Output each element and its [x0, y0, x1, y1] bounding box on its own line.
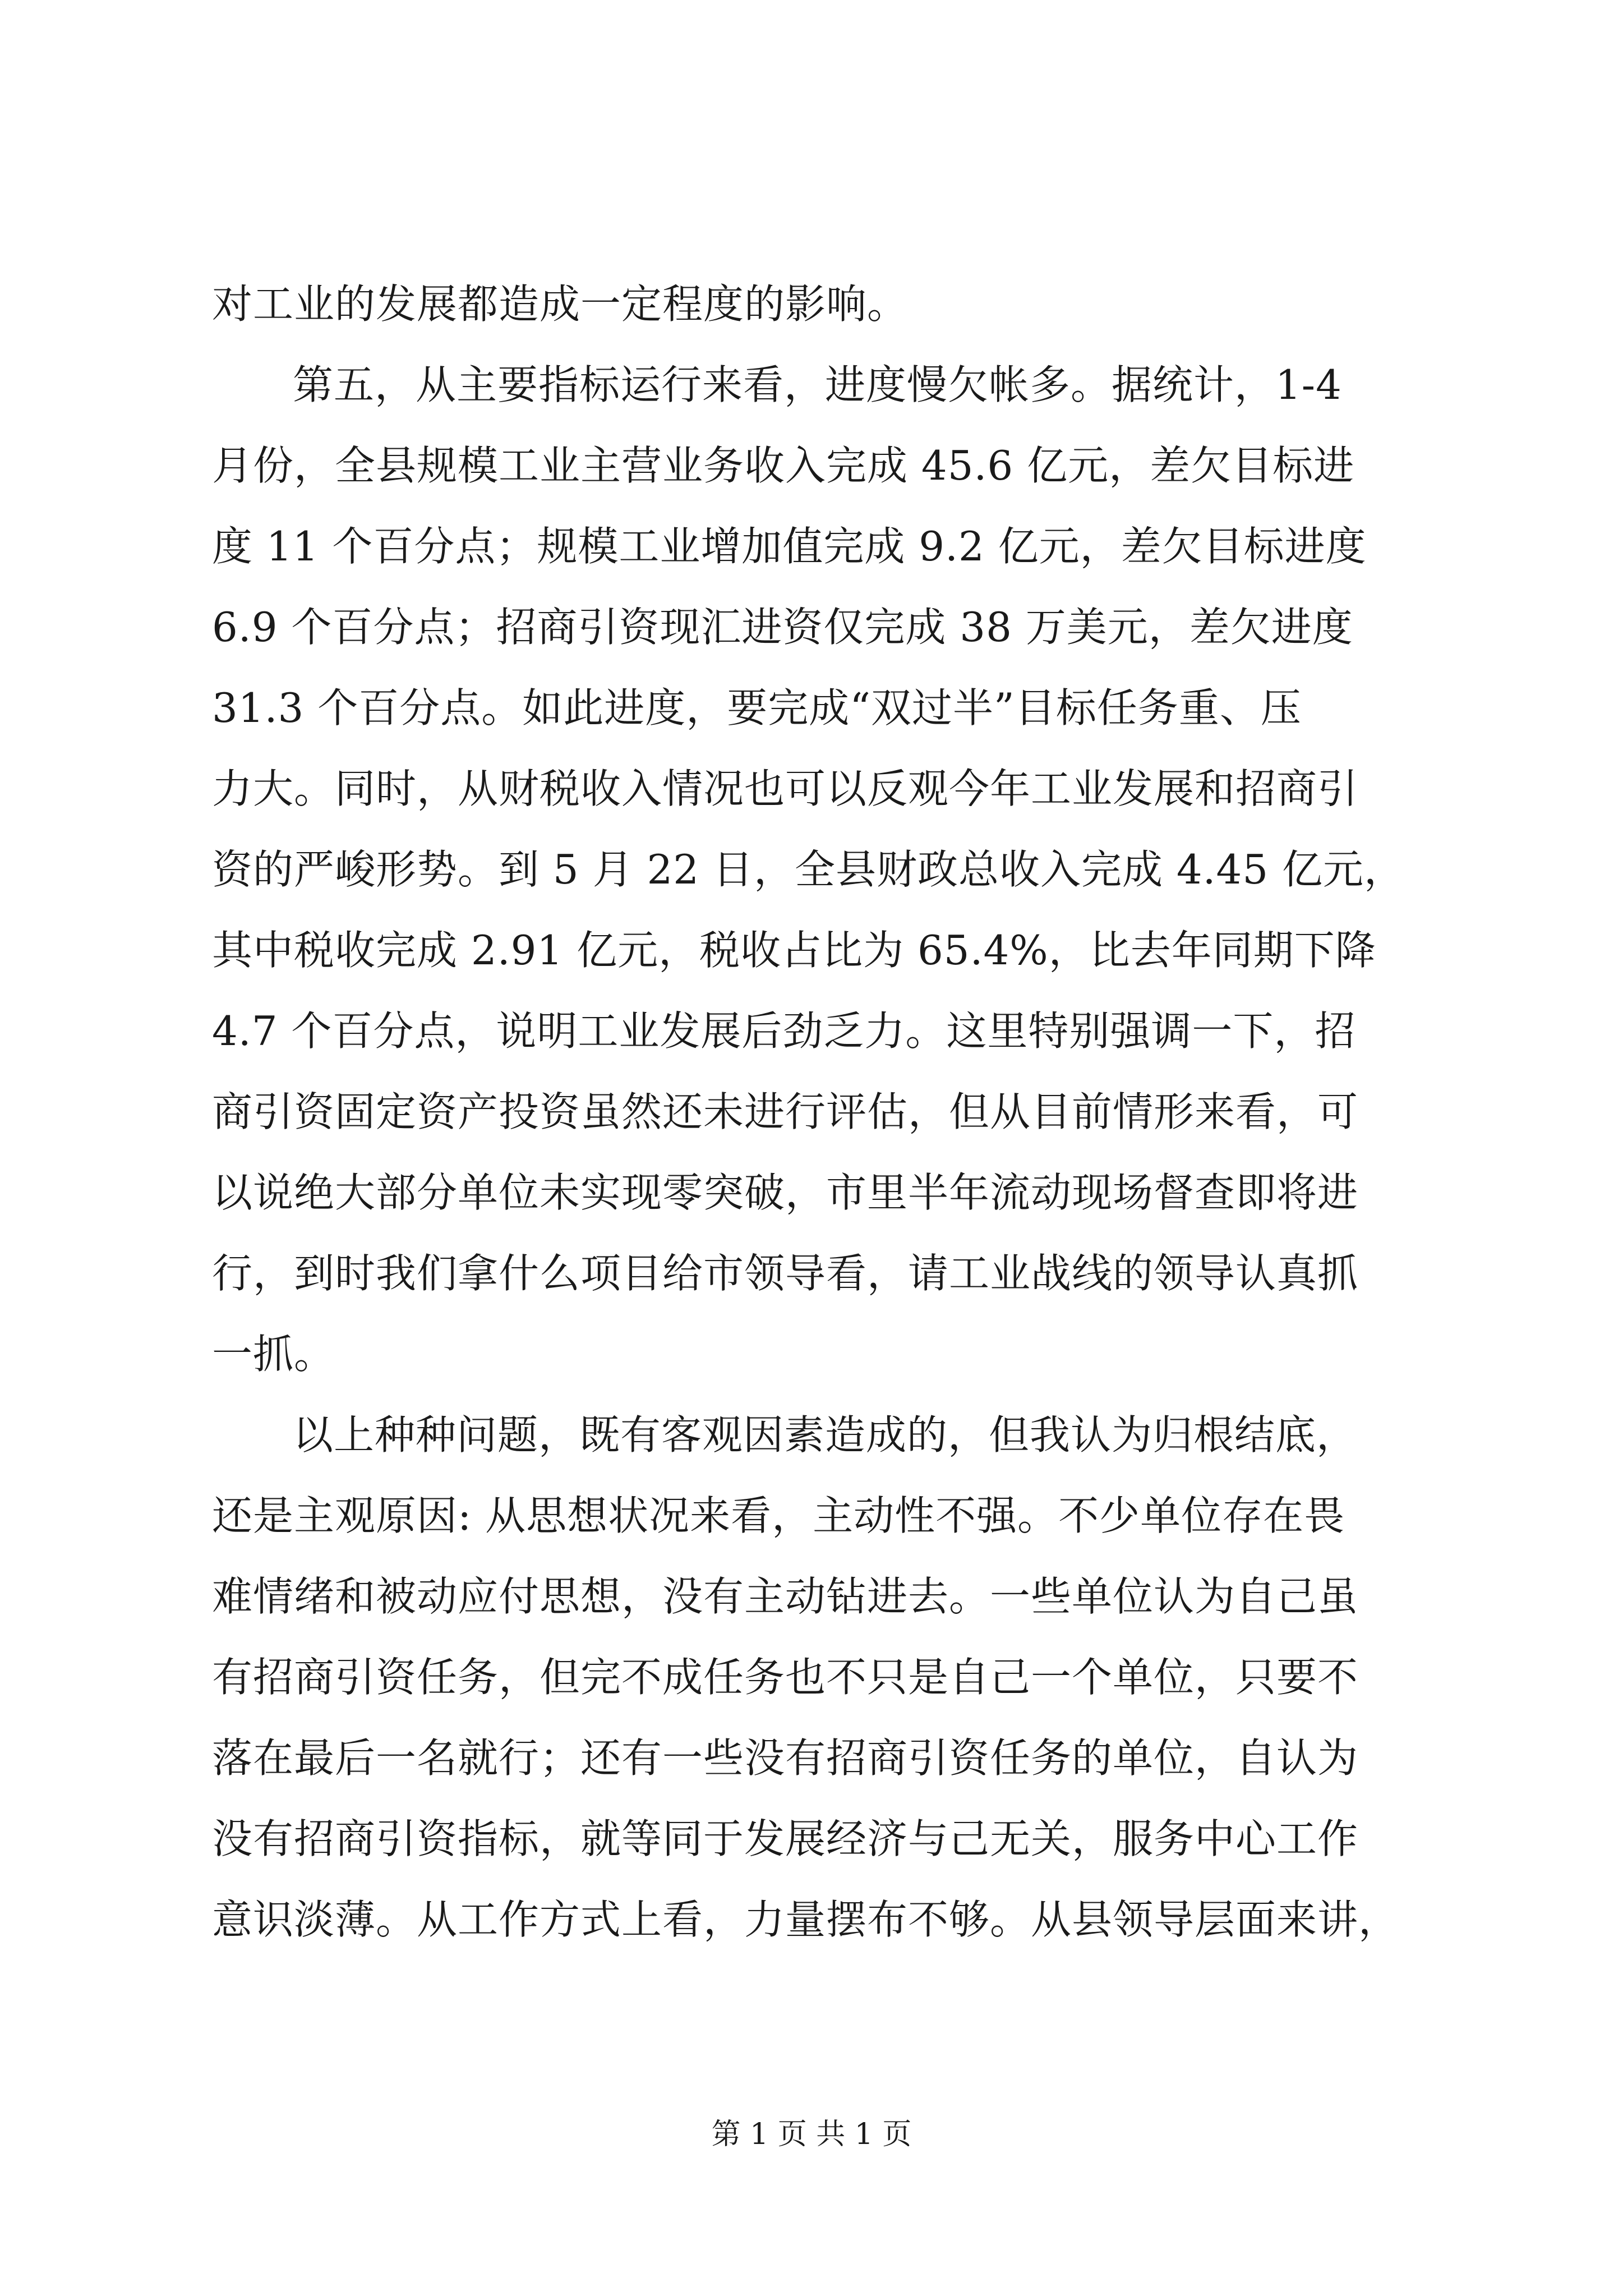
text-line: 以说绝大部分单位未实现零突破，市里半年流动现场督查即将进	[212, 1169, 1359, 1216]
text-line: 商引资固定资产投资虽然还未进行评估，但从目前情形来看，可	[212, 1088, 1359, 1135]
text-line: 6.9 个百分点；招商引资现汇进资仅完成 38 万美元，差欠进度	[212, 604, 1353, 651]
text-line: 第五，从主要指标运行来看，进度慢欠帐多。据统计，1-4	[293, 361, 1342, 408]
text-line: 一抓。	[212, 1331, 335, 1378]
text-line: 落在最后一名就行；还有一些没有招商引资任务的单位，自认为	[212, 1734, 1359, 1782]
paragraph	[212, 264, 1418, 344]
paragraph	[212, 344, 1418, 1395]
text-line: 力大。同时，从财税收入情况也可以反观今年工业发展和招商引	[212, 765, 1359, 812]
text-line: 度 11 个百分点；规模工业增加值完成 9.2 亿元，差欠目标进度	[212, 523, 1367, 570]
page-footer: 第 1 页 共 1 页	[711, 2118, 912, 2151]
text-line: 其中税收完成 2.91 亿元，税收占比为 65.4%，比去年同期下降	[212, 927, 1376, 974]
text-line: 有招商引资任务，但完不成任务也不只是自己一个单位，只要不	[212, 1654, 1359, 1701]
text-line: 以上种种问题，既有客观因素造成的，但我认为归根结底，	[293, 1411, 1358, 1458]
text-line: 资的严峻形势。到 5 月 22 日，全县财政总收入完成 4.45 亿元，	[212, 846, 1405, 893]
text-line: 还是主观原因: 从思想状况来看，主动性不强。不少单位存在畏	[212, 1492, 1345, 1539]
text-line: 4.7 个百分点，说明工业发展后劲乏力。这里特别强调一下，招	[212, 1007, 1356, 1055]
text-line: 31.3 个百分点。如此进度，要完成“双过半”目标任务重、压	[212, 684, 1302, 731]
text-line: 月份，全县规模工业主营业务收入完成 45.6 亿元，差欠目标进	[212, 442, 1355, 489]
text-line: 意识淡薄。从工作方式上看，力量摆布不够。从县领导层面来讲，	[212, 1896, 1400, 1943]
paragraph	[212, 1395, 1418, 1960]
text-line: 没有招商引资指标，就等同于发展经济与己无关，服务中心工作	[212, 1815, 1359, 1862]
text-line: 对工业的发展都造成一定程度的影响。	[212, 280, 909, 328]
document-body	[212, 264, 1418, 1960]
text-line: 行，到时我们拿什么项目给市领导看，请工业战线的领导认真抓	[212, 1250, 1359, 1297]
text-line: 难情绪和被动应付思想，没有主动钻进去。一些单位认为自己虽	[212, 1573, 1359, 1620]
